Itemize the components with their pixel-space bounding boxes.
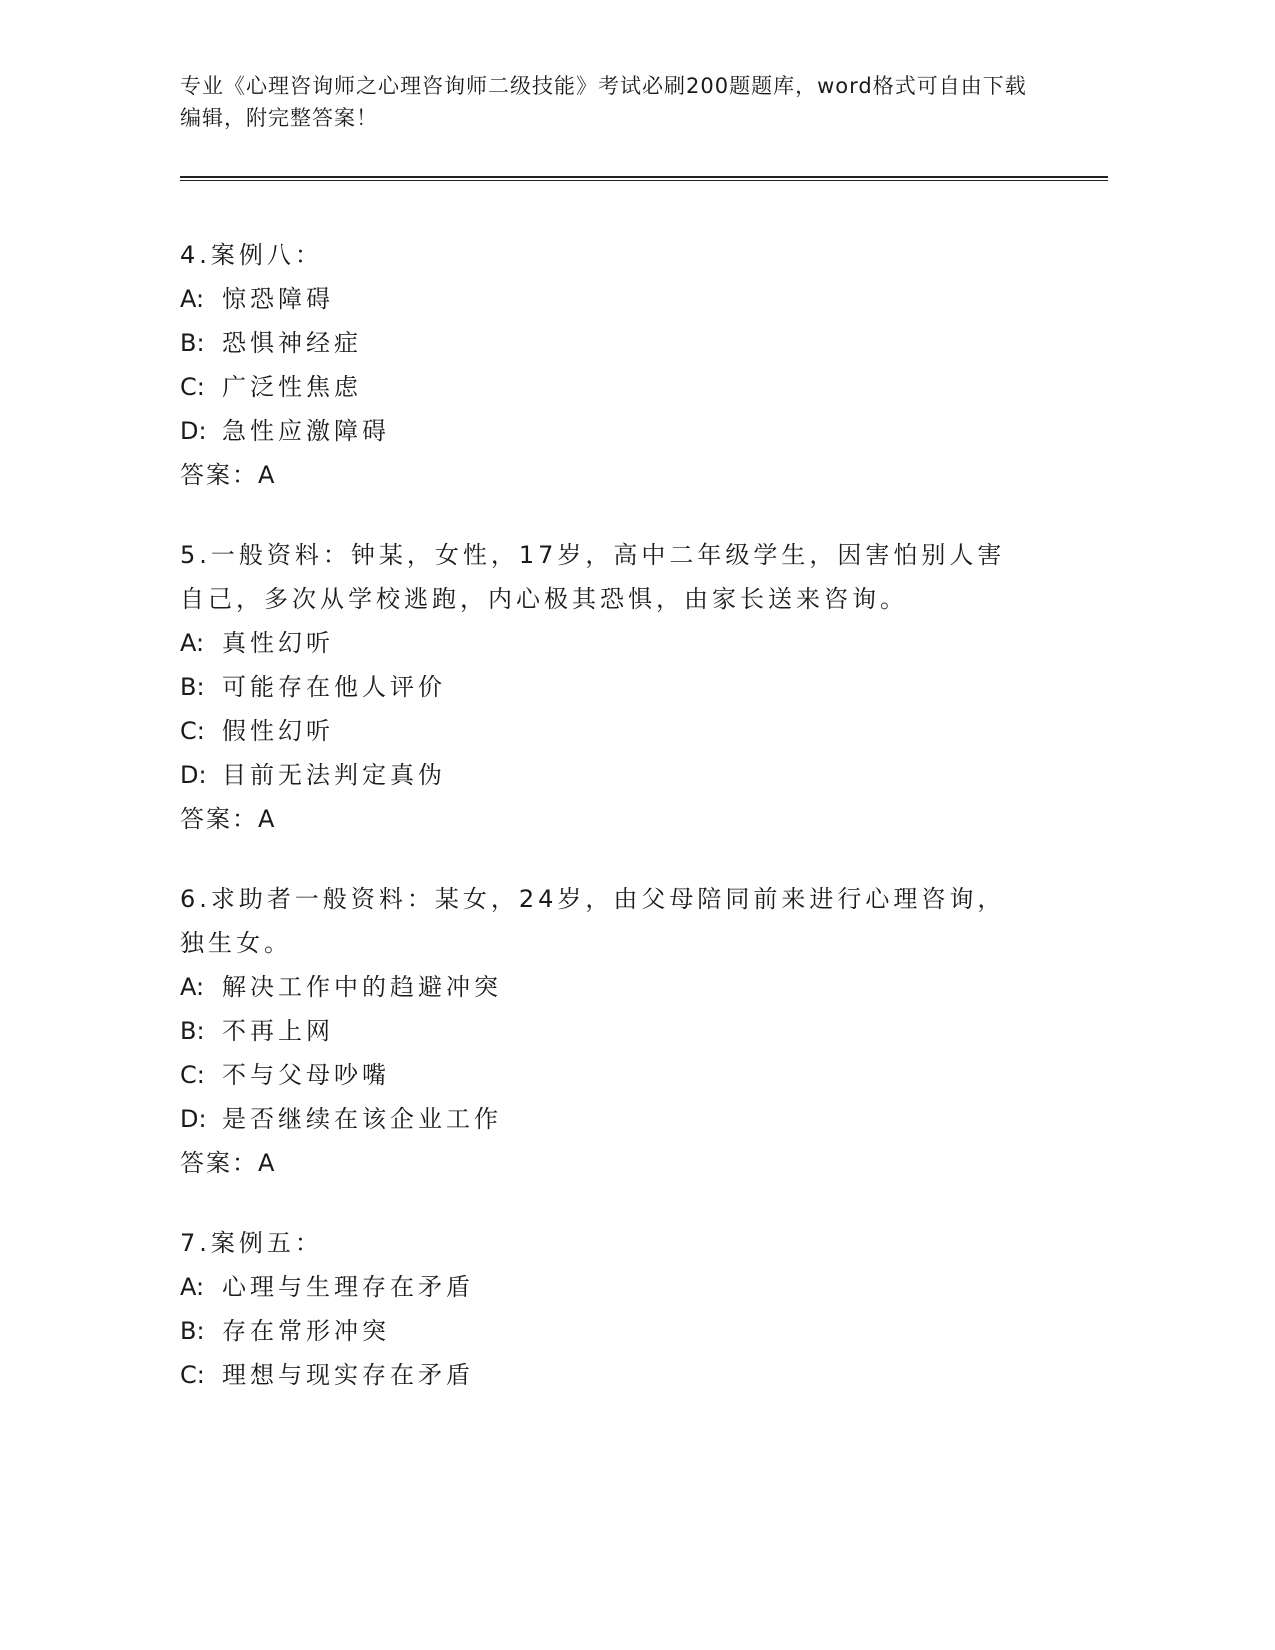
answer-line: 答案：A xyxy=(180,461,277,489)
option-a xyxy=(180,1265,1030,1309)
answer-line: 答案：A xyxy=(180,1149,277,1177)
option-d xyxy=(180,409,1030,453)
option-text: 真性幻听 xyxy=(222,629,334,657)
option-text: 可能存在他人评价 xyxy=(222,673,446,701)
question-item xyxy=(180,533,1030,841)
option-c xyxy=(180,1053,1030,1097)
option-text: 广泛性焦虑 xyxy=(222,373,362,401)
option-text: 目前无法判定真伪 xyxy=(222,761,446,789)
option-letter: C: xyxy=(180,1061,205,1089)
option-text: 存在常形冲突 xyxy=(222,1317,390,1345)
option-a xyxy=(180,965,1030,1009)
option-letter: D: xyxy=(180,417,207,445)
option-text: 惊恐障碍 xyxy=(222,285,334,313)
option-letter: A: xyxy=(180,285,205,313)
option-letter: B: xyxy=(180,1317,205,1345)
option-letter: C: xyxy=(180,1361,205,1389)
option-text: 不与父母吵嘴 xyxy=(222,1061,390,1089)
question-stem: 6.求助者一般资料：某女，24岁，由父母陪同前来进行心理咨询，独生女。 xyxy=(180,885,1006,957)
option-letter: D: xyxy=(180,1105,207,1133)
document-header xyxy=(180,70,1030,134)
option-text: 理想与现实存在矛盾 xyxy=(222,1361,474,1389)
question-stem: 5.一般资料：钟某，女性，17岁，高中二年级学生，因害怕别人害自己，多次从学校逃跑，内心极其恐惧，由家长送来咨询。 xyxy=(180,541,1006,613)
option-b xyxy=(180,321,1030,365)
option-b xyxy=(180,665,1030,709)
question-list xyxy=(180,233,1030,1433)
option-d xyxy=(180,753,1030,797)
question-stem: 4.案例八： xyxy=(180,241,323,269)
option-text: 是否继续在该企业工作 xyxy=(222,1105,502,1133)
option-text: 急性应激障碍 xyxy=(222,417,390,445)
option-d xyxy=(180,1097,1030,1141)
option-letter: A: xyxy=(180,1273,205,1301)
option-letter: B: xyxy=(180,673,205,701)
option-b xyxy=(180,1309,1030,1353)
option-text: 解决工作中的趋避冲突 xyxy=(222,973,502,1001)
option-c xyxy=(180,1353,1030,1397)
option-letter: C: xyxy=(180,373,205,401)
question-item xyxy=(180,877,1030,1185)
option-text: 不再上网 xyxy=(222,1017,334,1045)
option-c xyxy=(180,709,1030,753)
option-letter: B: xyxy=(180,329,205,357)
option-b xyxy=(180,1009,1030,1053)
option-text: 假性幻听 xyxy=(222,717,334,745)
question-item xyxy=(180,1221,1030,1397)
option-letter: C: xyxy=(180,717,205,745)
option-letter: A: xyxy=(180,629,205,657)
question-item xyxy=(180,233,1030,497)
option-c xyxy=(180,365,1030,409)
answer-line: 答案：A xyxy=(180,805,277,833)
option-letter: A: xyxy=(180,973,205,1001)
header-divider xyxy=(180,176,1108,181)
option-letter: D: xyxy=(180,761,207,789)
option-a xyxy=(180,621,1030,665)
question-stem: 7.案例五： xyxy=(180,1229,323,1257)
option-letter: B: xyxy=(180,1017,205,1045)
option-a xyxy=(180,277,1030,321)
option-text: 恐惧神经症 xyxy=(222,329,362,357)
option-text: 心理与生理存在矛盾 xyxy=(222,1273,474,1301)
header-text: 专业《心理咨询师之心理咨询师二级技能》考试必刷200题题库，word格式可自由下载编辑，附完整答案！ xyxy=(180,74,1027,130)
